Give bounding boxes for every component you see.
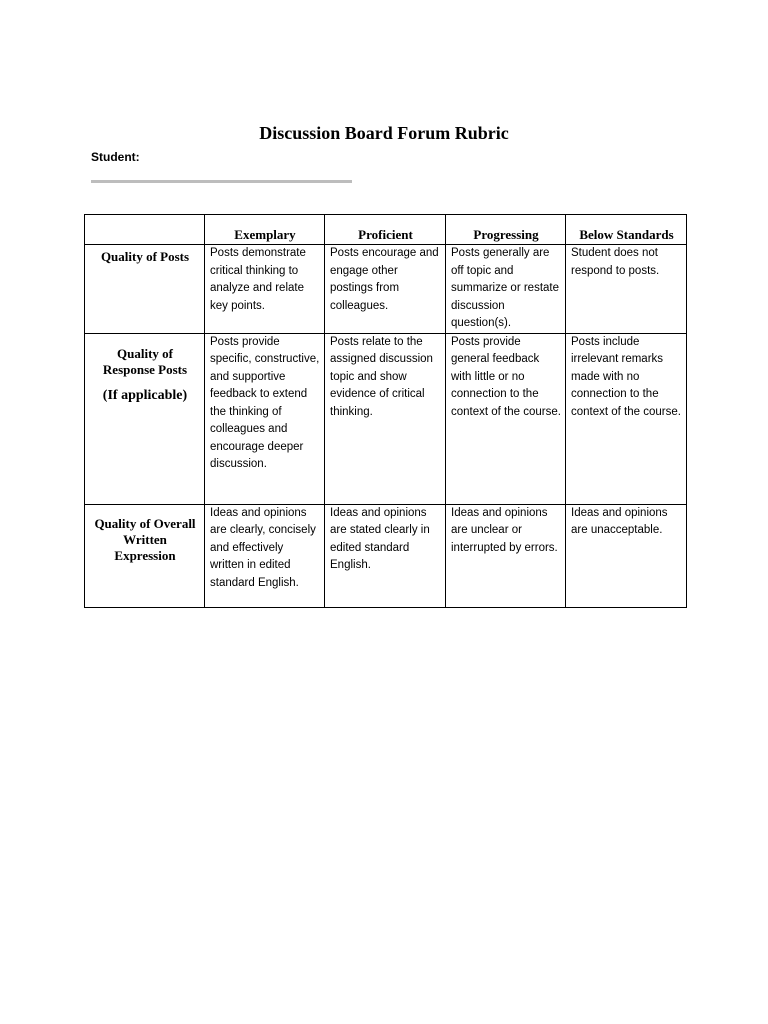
document-title: Discussion Board Forum Rubric: [259, 123, 509, 143]
rubric-row-quality-of-response-posts: [85, 333, 687, 504]
rubric-cell-exemplary: Posts provide specific, constructive, and supportive feedback to extend the thinking of colleagues and encourage deeper discussion.: [205, 333, 325, 504]
row-heading-label: Quality of Overall Written Expression: [94, 515, 196, 563]
rubric-cell-exemplary: Posts demonstrate critical thinking to analyze and relate key points.: [205, 245, 325, 334]
student-name-line: [91, 180, 352, 183]
rubric-cell-proficient: Posts encourage and engage other postings from colleagues.: [325, 245, 446, 334]
row-heading-label: Quality of Response Posts: [102, 345, 188, 377]
rubric-table: [84, 214, 687, 608]
row-heading-label: Quality of Posts: [100, 249, 190, 264]
rubric-cell-proficient: Posts relate to the assigned discussion topic and show evidence of critical thinking.: [325, 333, 446, 504]
student-label: Student:: [91, 150, 140, 164]
rubric-cell-progressing: Posts generally are off topic and summarize or restate discussion question(s).: [446, 245, 566, 334]
rubric-cell-progressing: Posts provide general feedback with little or no connection to the context of the course.: [446, 333, 566, 504]
row-heading: [85, 333, 205, 504]
rubric-cell-below-standards: Ideas and opinions are unacceptable.: [566, 504, 687, 607]
rubric-header-row: [85, 215, 687, 245]
column-header-proficient: Proficient: [325, 215, 446, 245]
column-header-below-standards: Below Standards: [566, 215, 687, 245]
row-heading: [85, 504, 205, 607]
rubric-row-quality-of-posts: [85, 245, 687, 334]
column-header-exemplary: Exemplary: [205, 215, 325, 245]
rubric-cell-exemplary: Ideas and opinions are clearly, concisely and effectively written in edited standard English.: [205, 504, 325, 607]
rubric-cell-progressing: Ideas and opinions are unclear or interrupted by errors.: [446, 504, 566, 607]
rubric-corner-cell: [85, 215, 205, 245]
rubric-cell-below-standards: Posts include irrelevant remarks made with no connection to the context of the course.: [566, 333, 687, 504]
rubric-row-quality-of-overall-written-expression: [85, 504, 687, 607]
rubric-cell-proficient: Ideas and opinions are stated clearly in edited standard English.: [325, 504, 446, 607]
row-heading-note: (If applicable): [102, 387, 188, 403]
column-header-progressing: Progressing: [446, 215, 566, 245]
rubric-cell-below-standards: Student does not respond to posts.: [566, 245, 687, 334]
row-heading: [85, 245, 205, 334]
